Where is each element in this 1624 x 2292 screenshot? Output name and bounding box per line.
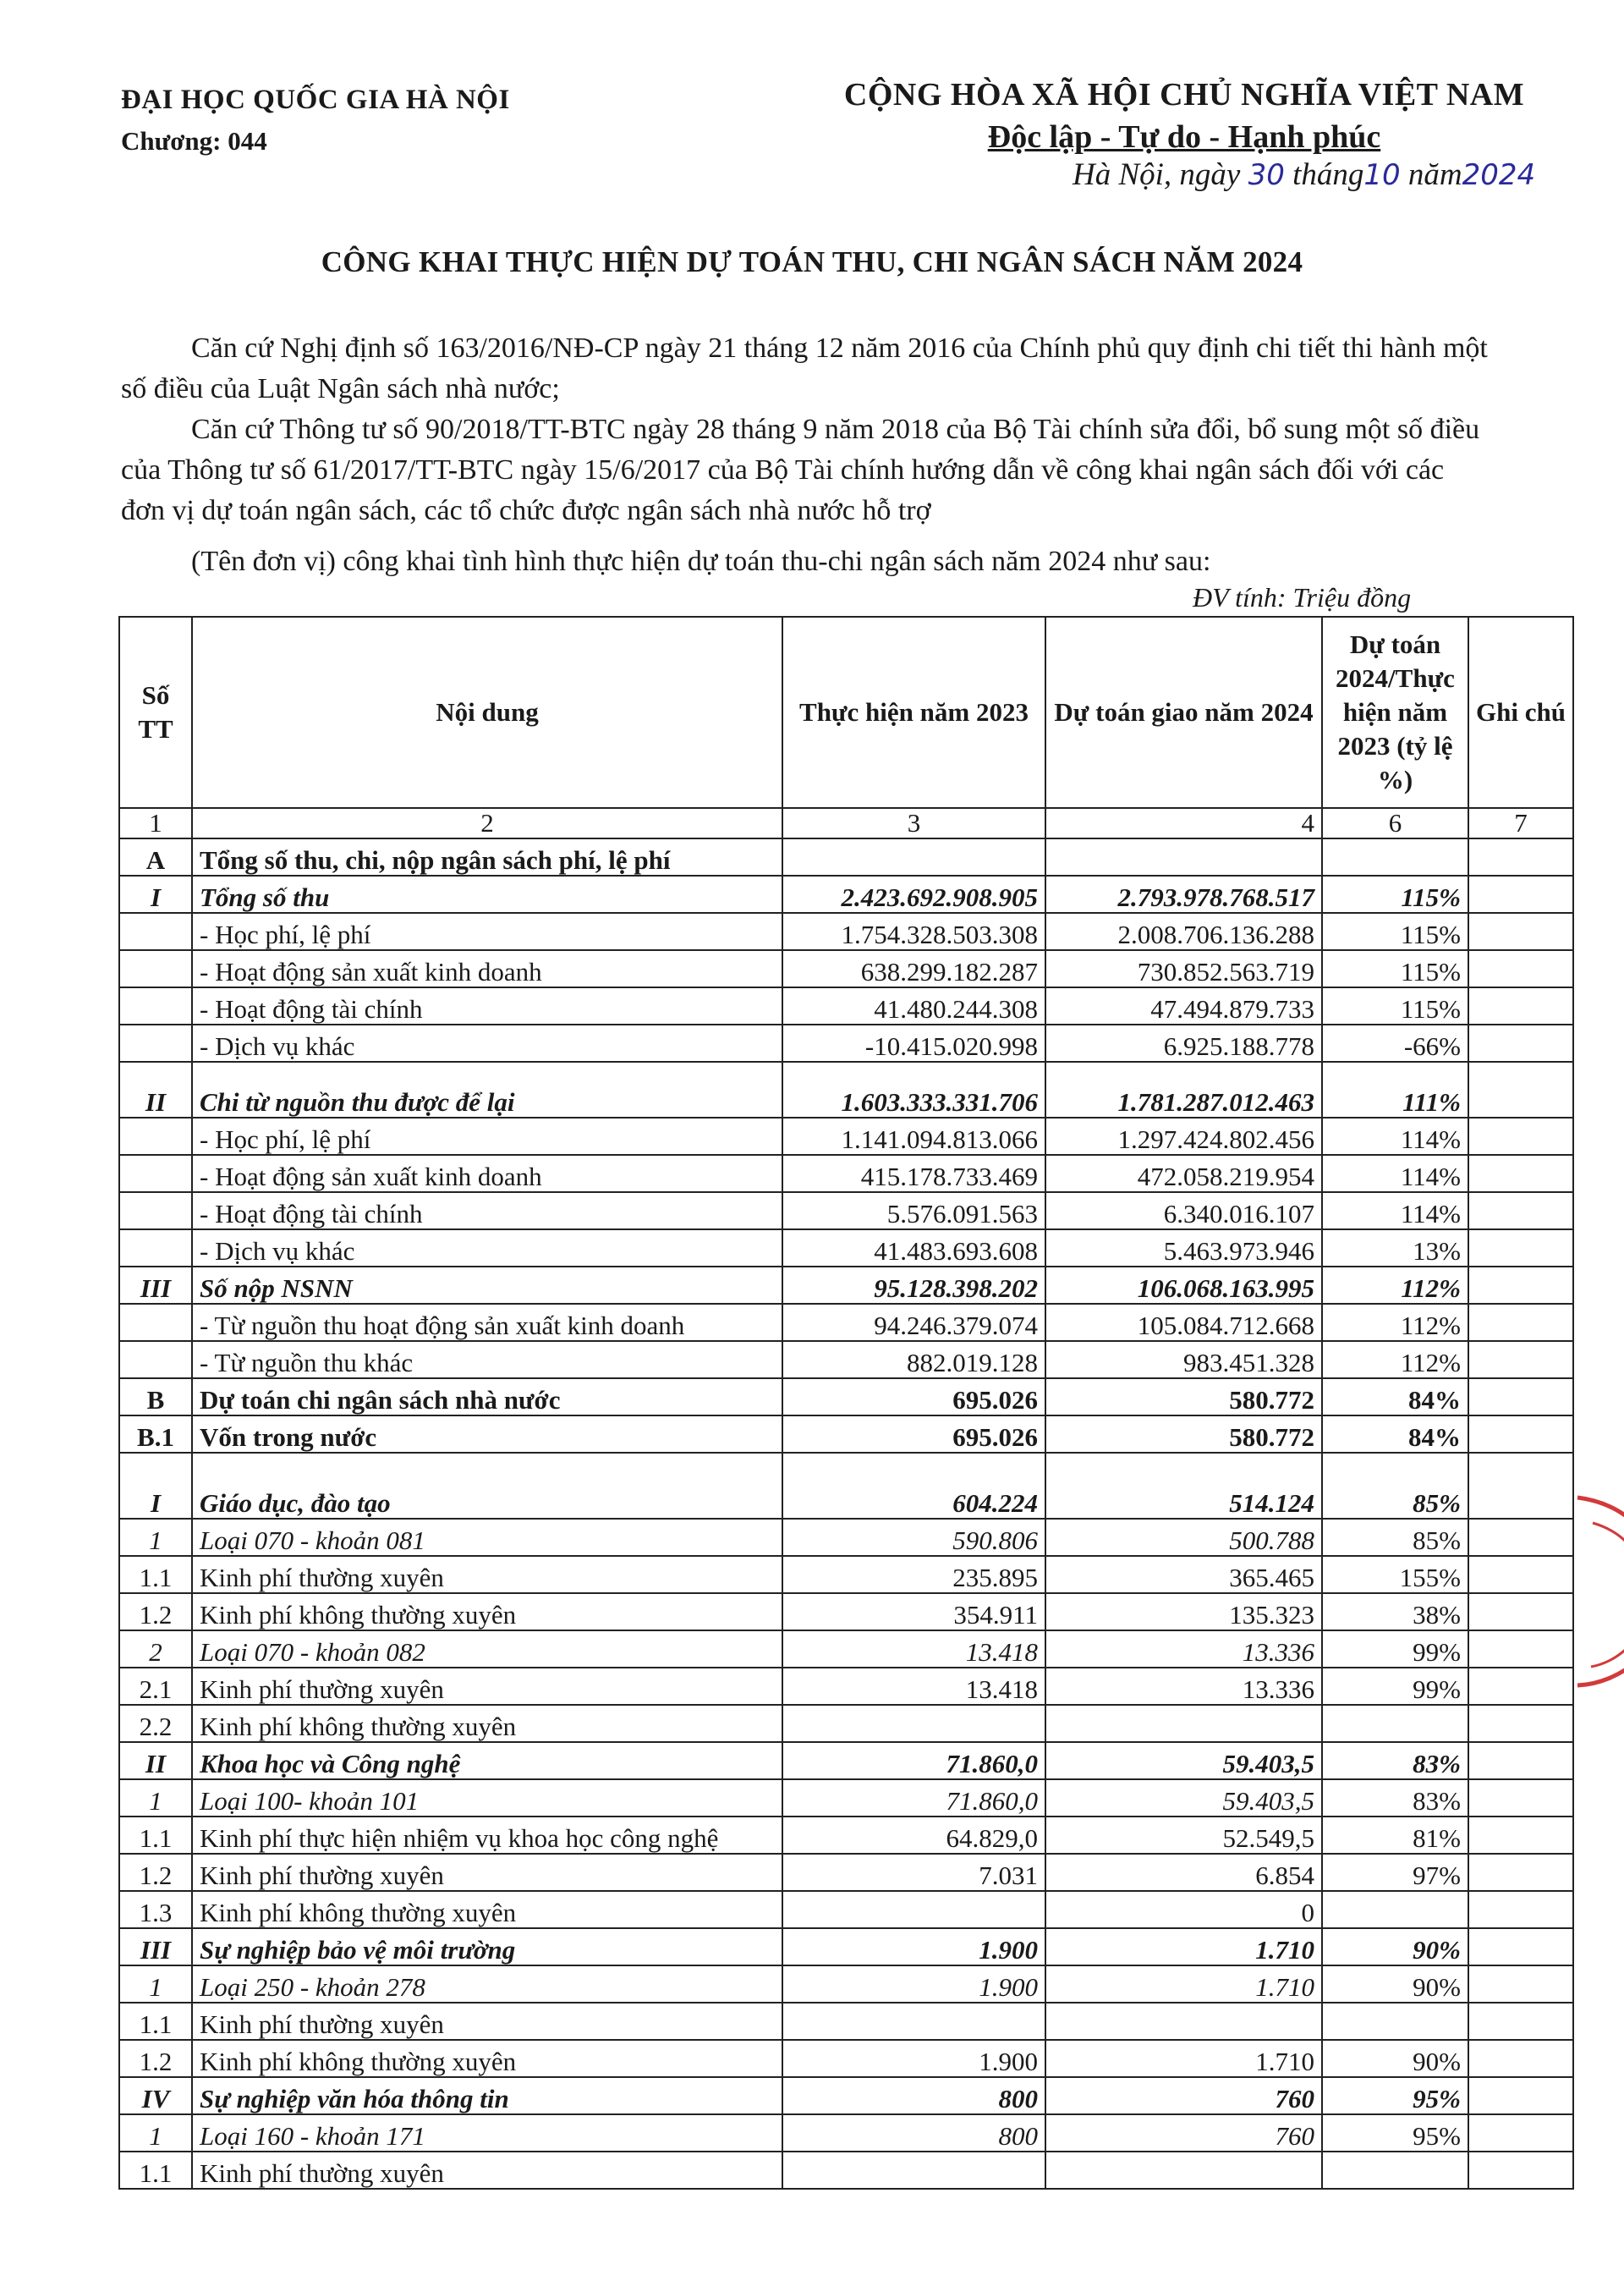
row-estimate-2024: 106.068.163.995 (1045, 1267, 1322, 1304)
row-content: Kinh phí không thường xuyên (192, 2040, 782, 2077)
table-row (119, 913, 1573, 950)
row-stt (119, 1229, 192, 1267)
table-row (119, 1192, 1573, 1229)
row-actual-2023: 13.418 (782, 1668, 1045, 1705)
date-year: 2024 (1462, 158, 1536, 192)
row-ratio: 99% (1322, 1668, 1468, 1705)
row-content: Giáo dục, đào tạo (192, 1453, 782, 1519)
row-note (1468, 876, 1573, 913)
row-content: - Từ nguồn thu khác (192, 1341, 782, 1378)
row-stt: 1 (119, 1779, 192, 1817)
document-date (1073, 157, 1535, 193)
row-estimate-2024: 760 (1045, 2114, 1322, 2152)
row-actual-2023: 604.224 (782, 1453, 1045, 1519)
table-row (119, 1705, 1573, 1742)
row-content: Kinh phí không thường xuyên (192, 1593, 782, 1630)
row-stt: 2.1 (119, 1668, 192, 1705)
country-name: CỘNG HÒA XÃ HỘI CHỦ NGHĨA VIỆT NAM (843, 77, 1525, 113)
row-note (1468, 1891, 1573, 1928)
row-estimate-2024: 5.463.973.946 (1045, 1229, 1322, 1267)
row-content: - Dịch vụ khác (192, 1229, 782, 1267)
row-estimate-2024: 1.297.424.802.456 (1045, 1118, 1322, 1155)
row-note (1468, 1854, 1573, 1891)
row-estimate-2024: 59.403,5 (1045, 1742, 1322, 1779)
row-estimate-2024: 2.008.706.136.288 (1045, 913, 1322, 950)
table-row (119, 1118, 1573, 1155)
table-row (119, 2003, 1573, 2040)
row-stt (119, 1118, 192, 1155)
table-row (119, 950, 1573, 987)
table-row (119, 1668, 1573, 1705)
motto-text: Độc lập - Tự do - Hạnh phúc (987, 119, 1381, 155)
row-estimate-2024: 6.925.188.778 (1045, 1025, 1322, 1062)
row-content: Kinh phí không thường xuyên (192, 1891, 782, 1928)
row-note (1468, 2003, 1573, 2040)
row-ratio: 84% (1322, 1378, 1468, 1415)
row-note (1468, 838, 1573, 876)
column-number: 3 (782, 808, 1045, 838)
table-row (119, 1556, 1573, 1593)
column-number: 6 (1322, 808, 1468, 838)
row-estimate-2024: 983.451.328 (1045, 1341, 1322, 1378)
row-ratio (1322, 2003, 1468, 2040)
row-ratio: 85% (1322, 1519, 1468, 1556)
row-stt: I (119, 1453, 192, 1519)
row-stt: A (119, 838, 192, 876)
header-content: Nội dung (192, 617, 782, 808)
row-content: - Hoạt động sản xuất kinh doanh (192, 950, 782, 987)
row-note (1468, 1742, 1573, 1779)
row-content: Vốn trong nước (192, 1415, 782, 1453)
row-estimate-2024: 135.323 (1045, 1593, 1322, 1630)
row-ratio: 115% (1322, 913, 1468, 950)
column-number-row (119, 808, 1573, 838)
row-content: Loại 070 - khoản 081 (192, 1519, 782, 1556)
column-number: 7 (1468, 808, 1573, 838)
row-actual-2023 (782, 1891, 1045, 1928)
row-content: Loại 160 - khoản 171 (192, 2114, 782, 2152)
table-row (119, 838, 1573, 876)
row-note (1468, 1519, 1573, 1556)
row-actual-2023: 1.900 (782, 1928, 1045, 1965)
row-stt (119, 950, 192, 987)
row-ratio: 115% (1322, 987, 1468, 1025)
row-ratio: 114% (1322, 1192, 1468, 1229)
row-content: - Hoạt động sản xuất kinh doanh (192, 1155, 782, 1192)
row-stt: 1.1 (119, 2003, 192, 2040)
row-note (1468, 1155, 1573, 1192)
row-actual-2023: 590.806 (782, 1519, 1045, 1556)
row-actual-2023: 5.576.091.563 (782, 1192, 1045, 1229)
row-ratio: 83% (1322, 1779, 1468, 1817)
row-content: Chi từ nguồn thu được để lại (192, 1062, 782, 1118)
row-note (1468, 1779, 1573, 1817)
row-stt (119, 987, 192, 1025)
table-row (119, 2077, 1573, 2114)
row-note (1468, 1965, 1573, 2003)
row-actual-2023: 94.246.379.074 (782, 1304, 1045, 1341)
row-actual-2023: 235.895 (782, 1556, 1045, 1593)
column-number: 4 (1045, 808, 1322, 838)
row-content: Tổng số thu (192, 876, 782, 913)
row-estimate-2024: 1.710 (1045, 1928, 1322, 1965)
row-content: Kinh phí thường xuyên (192, 2152, 782, 2189)
row-stt (119, 1304, 192, 1341)
row-content: Kinh phí thường xuyên (192, 1854, 782, 1891)
row-estimate-2024: 365.465 (1045, 1556, 1322, 1593)
row-actual-2023: 695.026 (782, 1415, 1045, 1453)
row-estimate-2024: 500.788 (1045, 1519, 1322, 1556)
row-actual-2023: 800 (782, 2114, 1045, 2152)
row-ratio: 115% (1322, 950, 1468, 987)
row-actual-2023 (782, 2152, 1045, 2189)
row-stt (119, 1025, 192, 1062)
row-estimate-2024: 52.549,5 (1045, 1817, 1322, 1854)
row-actual-2023: 41.480.244.308 (782, 987, 1045, 1025)
row-ratio: 38% (1322, 1593, 1468, 1630)
row-note (1468, 1192, 1573, 1229)
row-content: Kinh phí không thường xuyên (192, 1705, 782, 1742)
date-prefix: Hà Nội, ngày (1073, 157, 1241, 192)
unit-label: ĐV tính: Triệu đồng (1193, 582, 1412, 613)
date-month-label: tháng (1292, 157, 1364, 192)
table-row (119, 1891, 1573, 1928)
row-actual-2023: 1.141.094.813.066 (782, 1118, 1045, 1155)
row-content: - Học phí, lệ phí (192, 1118, 782, 1155)
row-ratio: 90% (1322, 2040, 1468, 2077)
row-actual-2023 (782, 838, 1045, 876)
row-stt: 1.1 (119, 2152, 192, 2189)
row-content: - Hoạt động tài chính (192, 987, 782, 1025)
row-note (1468, 2152, 1573, 2189)
row-ratio: 155% (1322, 1556, 1468, 1593)
table-row (119, 1779, 1573, 1817)
row-ratio: 13% (1322, 1229, 1468, 1267)
table-row (119, 987, 1573, 1025)
row-ratio: 115% (1322, 876, 1468, 913)
row-actual-2023 (782, 2003, 1045, 2040)
table-row (119, 1519, 1573, 1556)
row-actual-2023: 71.860,0 (782, 1779, 1045, 1817)
row-stt: IV (119, 2077, 192, 2114)
table-row (119, 1854, 1573, 1891)
table-row (119, 876, 1573, 913)
date-year-label: năm (1407, 157, 1462, 192)
row-estimate-2024 (1045, 838, 1322, 876)
row-stt: 1 (119, 1965, 192, 2003)
row-content: Sự nghiệp bảo vệ môi trường (192, 1928, 782, 1965)
row-estimate-2024: 13.336 (1045, 1630, 1322, 1668)
row-note (1468, 913, 1573, 950)
budget-table (118, 616, 1574, 2190)
row-actual-2023: 1.603.333.331.706 (782, 1062, 1045, 1118)
row-note (1468, 1062, 1573, 1118)
row-stt: II (119, 1062, 192, 1118)
table-row (119, 1341, 1573, 1378)
row-actual-2023: 7.031 (782, 1854, 1045, 1891)
row-actual-2023 (782, 1705, 1045, 1742)
row-actual-2023: 415.178.733.469 (782, 1155, 1045, 1192)
row-stt: 1.2 (119, 1854, 192, 1891)
table-row (119, 1593, 1573, 1630)
table-row (119, 2152, 1573, 2189)
chapter-code: Chương: 044 (121, 126, 267, 156)
row-note (1468, 1025, 1573, 1062)
table-row (119, 1415, 1573, 1453)
row-ratio: 81% (1322, 1817, 1468, 1854)
table-header-row (119, 617, 1573, 808)
row-estimate-2024: 0 (1045, 1891, 1322, 1928)
row-ratio: 84% (1322, 1415, 1468, 1453)
header-left (121, 85, 510, 157)
row-content: - Từ nguồn thu hoạt động sản xuất kinh doanh (192, 1304, 782, 1341)
row-stt: B (119, 1378, 192, 1415)
header-stt: Số TT (119, 617, 192, 808)
table-row (119, 2114, 1573, 2152)
row-estimate-2024: 59.403,5 (1045, 1779, 1322, 1817)
disclosure-statement: (Tên đơn vị) công khai tình hình thực hiện dự toán thu-chi ngân sách năm 2024 như sau: (191, 546, 1211, 577)
row-ratio: 90% (1322, 1965, 1468, 2003)
row-stt: 2.2 (119, 1705, 192, 1742)
row-estimate-2024: 6.854 (1045, 1854, 1322, 1891)
row-content: Sự nghiệp văn hóa thông tin (192, 2077, 782, 2114)
row-content: Loại 070 - khoản 082 (192, 1630, 782, 1668)
row-ratio: 112% (1322, 1304, 1468, 1341)
row-estimate-2024: 580.772 (1045, 1378, 1322, 1415)
row-estimate-2024: 6.340.016.107 (1045, 1192, 1322, 1229)
row-content: Khoa học và Công nghệ (192, 1742, 782, 1779)
header-ratio: Dự toán 2024/Thực hiện năm 2023 (tỷ lệ %) (1322, 617, 1468, 808)
row-stt: II (119, 1742, 192, 1779)
row-ratio: 83% (1322, 1742, 1468, 1779)
row-stt: 1 (119, 2114, 192, 2152)
row-note (1468, 1229, 1573, 1267)
row-stt: 2 (119, 1630, 192, 1668)
column-number: 2 (192, 808, 782, 838)
row-ratio: 90% (1322, 1928, 1468, 1965)
row-actual-2023: 71.860,0 (782, 1742, 1045, 1779)
row-estimate-2024: 1.710 (1045, 1965, 1322, 2003)
row-estimate-2024: 730.852.563.719 (1045, 950, 1322, 987)
row-content: Kinh phí thường xuyên (192, 1668, 782, 1705)
row-stt: III (119, 1267, 192, 1304)
row-actual-2023: 1.900 (782, 2040, 1045, 2077)
table-row (119, 2040, 1573, 2077)
row-content: Số nộp NSNN (192, 1267, 782, 1304)
row-content: Kinh phí thường xuyên (192, 2003, 782, 2040)
row-content: - Dịch vụ khác (192, 1025, 782, 1062)
row-note (1468, 1928, 1573, 1965)
table-row (119, 1025, 1573, 1062)
row-actual-2023: 64.829,0 (782, 1817, 1045, 1854)
row-stt: 1 (119, 1519, 192, 1556)
row-note (1468, 1556, 1573, 1593)
row-ratio: 112% (1322, 1267, 1468, 1304)
row-estimate-2024: 472.058.219.954 (1045, 1155, 1322, 1192)
row-stt (119, 913, 192, 950)
row-ratio: 95% (1322, 2114, 1468, 2152)
row-stt: 1.2 (119, 2040, 192, 2077)
row-ratio (1322, 838, 1468, 876)
row-ratio: 114% (1322, 1155, 1468, 1192)
date-day: 30 (1248, 158, 1285, 192)
row-ratio: 95% (1322, 2077, 1468, 2114)
row-note (1468, 2114, 1573, 2152)
table-row (119, 1742, 1573, 1779)
row-content: Dự toán chi ngân sách nhà nước (192, 1378, 782, 1415)
table-row (119, 1817, 1573, 1854)
row-note (1468, 1341, 1573, 1378)
row-note (1468, 2040, 1573, 2077)
row-stt: B.1 (119, 1415, 192, 1453)
row-estimate-2024 (1045, 2152, 1322, 2189)
row-actual-2023: 13.418 (782, 1630, 1045, 1668)
row-ratio: -66% (1322, 1025, 1468, 1062)
row-note (1468, 2077, 1573, 2114)
row-estimate-2024: 105.084.712.668 (1045, 1304, 1322, 1341)
row-actual-2023: 800 (782, 2077, 1045, 2114)
row-actual-2023: 638.299.182.287 (782, 950, 1045, 987)
legal-basis-1: Căn cứ Nghị định số 163/2016/NĐ-CP ngày 21 tháng 12 năm 2016 của Chính phủ quy định chi tiết thi hành một số điều của Luật Ngân sách nhà nước; (121, 333, 1488, 404)
row-content: Kinh phí thường xuyên (192, 1556, 782, 1593)
row-actual-2023: 1.754.328.503.308 (782, 913, 1045, 950)
row-actual-2023: 95.128.398.202 (782, 1267, 1045, 1304)
row-note (1468, 1668, 1573, 1705)
row-estimate-2024: 1.710 (1045, 2040, 1322, 2077)
row-actual-2023: -10.415.020.998 (782, 1025, 1045, 1062)
row-note (1468, 1415, 1573, 1453)
header-estimate-2024: Dự toán giao năm 2024 (1045, 617, 1322, 808)
row-content: - Hoạt động tài chính (192, 1192, 782, 1229)
legal-basis-2: Căn cứ Thông tư số 90/2018/TT-BTC ngày 28 tháng 9 năm 2018 của Bộ Tài chính sửa đổi, bổ sung một số điều của Thông tư số 61/2017/TT-BTC ngày 15/6/2017 của Bộ Tài chính hướng dẫn về công khai ngân sách đối với các đơn vị dự toán ngân sách, các tổ chức được ngân sách nhà nước hỗ trợ (121, 414, 1480, 526)
table-row (119, 1630, 1573, 1668)
row-stt: 1.1 (119, 1556, 192, 1593)
row-estimate-2024: 760 (1045, 2077, 1322, 2114)
row-note (1468, 987, 1573, 1025)
org-name: ĐẠI HỌC QUỐC GIA HÀ NỘI (121, 85, 510, 115)
row-ratio: 97% (1322, 1854, 1468, 1891)
row-stt: 1.1 (119, 1817, 192, 1854)
row-note (1468, 1378, 1573, 1415)
row-estimate-2024: 1.781.287.012.463 (1045, 1062, 1322, 1118)
table-row (119, 1267, 1573, 1304)
row-estimate-2024: 580.772 (1045, 1415, 1322, 1453)
table-row (119, 1378, 1573, 1415)
row-note (1468, 950, 1573, 987)
row-note (1468, 1630, 1573, 1668)
table-row (119, 1062, 1573, 1118)
row-ratio: 112% (1322, 1341, 1468, 1378)
column-number: 1 (119, 808, 192, 838)
document-title: CÔNG KHAI THỰC HIỆN DỰ TOÁN THU, CHI NGÂN SÁCH NĂM 2024 (321, 245, 1303, 278)
row-actual-2023: 695.026 (782, 1378, 1045, 1415)
row-note (1468, 1705, 1573, 1742)
row-ratio: 99% (1322, 1630, 1468, 1668)
row-note (1468, 1453, 1573, 1519)
row-stt: I (119, 876, 192, 913)
row-note (1468, 1267, 1573, 1304)
row-content: Loại 250 - khoản 278 (192, 1965, 782, 2003)
row-note (1468, 1817, 1573, 1854)
row-ratio: 85% (1322, 1453, 1468, 1519)
row-content: Loại 100- khoản 101 (192, 1779, 782, 1817)
row-stt: III (119, 1928, 192, 1965)
table-body (119, 838, 1573, 2189)
row-note (1468, 1118, 1573, 1155)
table-row (119, 1155, 1573, 1192)
row-actual-2023: 354.911 (782, 1593, 1045, 1630)
table-row (119, 1928, 1573, 1965)
row-actual-2023: 41.483.693.608 (782, 1229, 1045, 1267)
table-row (119, 1965, 1573, 2003)
row-estimate-2024: 514.124 (1045, 1453, 1322, 1519)
row-stt: 1.2 (119, 1593, 192, 1630)
row-content: - Học phí, lệ phí (192, 913, 782, 950)
row-estimate-2024: 47.494.879.733 (1045, 987, 1322, 1025)
row-stt (119, 1341, 192, 1378)
row-ratio: 111% (1322, 1062, 1468, 1118)
row-content: Tổng số thu, chi, nộp ngân sách phí, lệ phí (192, 838, 782, 876)
row-stt: 1.3 (119, 1891, 192, 1928)
header-right (804, 76, 1565, 156)
header-note: Ghi chú (1468, 617, 1573, 808)
row-stt (119, 1192, 192, 1229)
row-ratio (1322, 1891, 1468, 1928)
date-month: 10 (1363, 158, 1401, 192)
row-stt (119, 1155, 192, 1192)
row-note (1468, 1593, 1573, 1630)
row-estimate-2024: 13.336 (1045, 1668, 1322, 1705)
row-ratio (1322, 2152, 1468, 2189)
table-row (119, 1304, 1573, 1341)
row-actual-2023: 1.900 (782, 1965, 1045, 2003)
row-ratio (1322, 1705, 1468, 1742)
table-row (119, 1229, 1573, 1267)
row-content: Kinh phí thực hiện nhiệm vụ khoa học công nghệ (192, 1817, 782, 1854)
row-estimate-2024 (1045, 1705, 1322, 1742)
row-actual-2023: 2.423.692.908.905 (782, 876, 1045, 913)
row-ratio: 114% (1322, 1118, 1468, 1155)
row-actual-2023: 882.019.128 (782, 1341, 1045, 1378)
row-estimate-2024: 2.793.978.768.517 (1045, 876, 1322, 913)
red-seal-stamp (1569, 1489, 1624, 1692)
row-note (1468, 1304, 1573, 1341)
table-row (119, 1453, 1573, 1519)
national-motto (804, 118, 1565, 156)
header-actual-2023: Thực hiện năm 2023 (782, 617, 1045, 808)
row-estimate-2024 (1045, 2003, 1322, 2040)
